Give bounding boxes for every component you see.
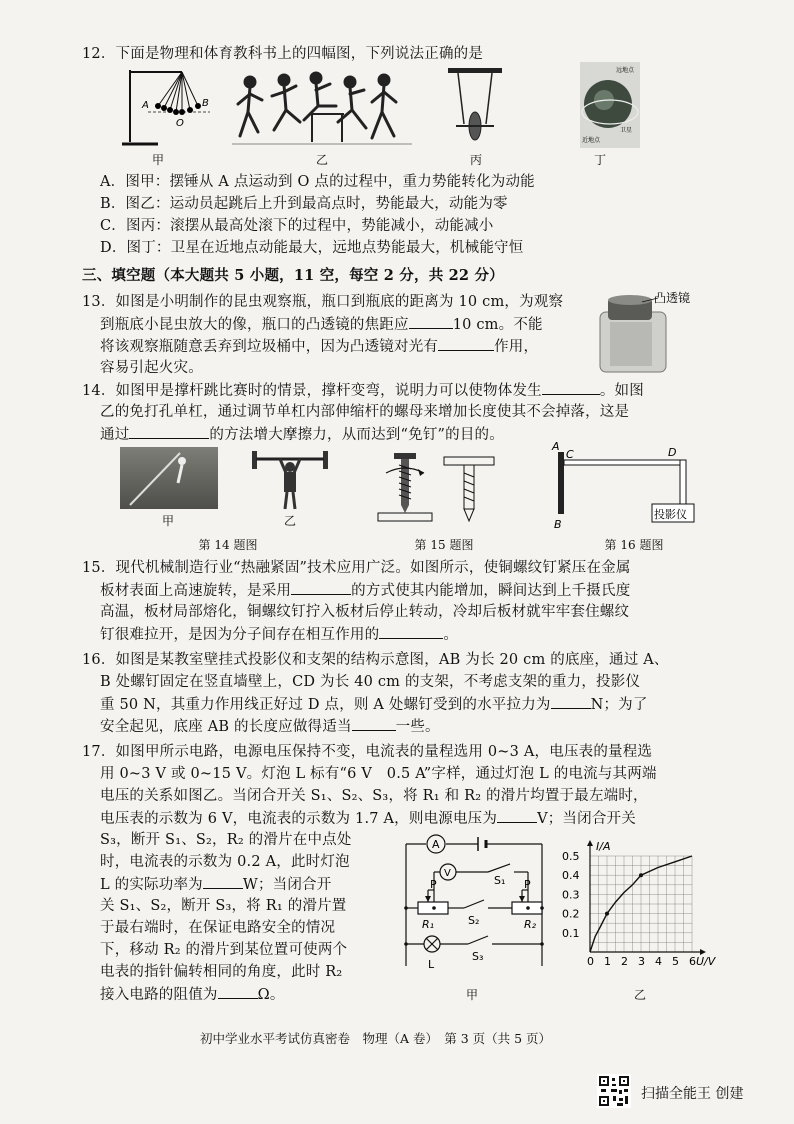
- fig16-label-b: B: [554, 518, 562, 531]
- circuit-diagram: [398, 832, 558, 984]
- q16-blank-1[interactable]: [551, 694, 591, 709]
- sat-label-far: 远地点: [616, 67, 635, 74]
- q14-line-1: 14．如图甲是撑杆跳比赛时的情景，撑杆变弯，说明力可以使物体发生 。如图: [82, 380, 644, 401]
- chart-y-arrow: [587, 840, 593, 846]
- fig16-label-d: D: [668, 446, 677, 459]
- q12-option-c: C．图丙：滚摆从最高处滚下的过程中，势能减小，动能减小: [100, 218, 494, 234]
- fig17-label-yi: 乙: [633, 988, 646, 1002]
- sat-label-near: 近地点: [582, 137, 601, 144]
- q16-blank-2[interactable]: [352, 716, 396, 731]
- fig14-label-jia: 甲: [161, 514, 174, 528]
- caption-fig14: 第 14 题图: [198, 538, 258, 552]
- q13-blank-2[interactable]: [438, 336, 494, 351]
- caption-fig16: 第 16 题图: [604, 538, 664, 552]
- q12-option-a: A．图甲：摆锤从 A 点运动到 O 点的过程中，重力势能转化为动能: [100, 174, 535, 190]
- q17-line-2: 用 0~3 V 或 0~15 V。灯泡 L 标有“6 V 0.5 A”字样，通过灯泡 L 的电流与其两端: [100, 766, 657, 782]
- lamp-label: L: [428, 958, 435, 971]
- fig12-label-bing: 丙: [469, 153, 482, 167]
- q17-left-line-4: 关 S₁、S₂，断开 S₃，将 R₁ 的滑片置: [100, 898, 347, 914]
- pendulum-figure: [118, 66, 218, 150]
- pend-label-b: B: [202, 98, 209, 109]
- fig17-label-jia: 甲: [465, 988, 478, 1002]
- sat-label-sat: 卫星: [620, 127, 633, 134]
- q17-line-3: 电压的关系如图乙。当闭合开关 S₁、S₂、S₃，将 R₁ 和 R₂ 的滑片均置于最左端时，: [100, 788, 648, 804]
- q15-line-2: 板材表面上高速旋转，是采用 的方式使其内能增加，瞬间达到上千摄氏度: [100, 580, 630, 601]
- chart-y-tick-label: 0.3: [562, 888, 580, 902]
- q17-left-line-3: L 的实际功率为 W；当闭合开: [100, 874, 331, 895]
- q15-blank-1[interactable]: [291, 580, 351, 595]
- chart-x-tick-label: 6: [689, 955, 696, 968]
- maxwell-wheel-figure: [446, 66, 506, 150]
- screw-figure: [370, 447, 500, 527]
- q17-blank-3[interactable]: [218, 984, 258, 999]
- chart-data-point: [605, 912, 609, 916]
- page-footer: 初中学业水平考试仿真密卷 物理（A 卷） 第 3 页（共 5 页）: [200, 1031, 552, 1046]
- chart-x-tick-label: 5: [672, 955, 679, 968]
- q12-option-b: B．图乙：运动员起跳后上升到最高点时，势能最大，动能为零: [100, 196, 508, 212]
- q14-blank-2[interactable]: [129, 424, 209, 439]
- pend-label-o: O: [176, 118, 184, 129]
- chart-x-axis-label: U/V: [696, 955, 716, 968]
- pull-up-bar-figure: [252, 447, 328, 511]
- pend-label-a: A: [142, 100, 149, 111]
- slider-p1-label: P: [430, 878, 437, 891]
- q15-line-4: 钉很难拉开，是因为分子间存在相互作用的 。: [100, 624, 458, 645]
- switch-s2-label: S₂: [468, 914, 480, 927]
- q17-blank-2[interactable]: [203, 874, 243, 889]
- fig16-label-a: A: [552, 440, 560, 453]
- fig12-label-ding: 丁: [593, 153, 606, 167]
- q13-line-4: 容易引起火灾。: [100, 360, 203, 376]
- fig12-label-jia: 甲: [151, 153, 164, 167]
- q13-line-2: 到瓶底小昆虫放大的像，瓶口的凸透镜的焦距应 10 cm。不能: [100, 314, 543, 335]
- q17-blank-1[interactable]: [497, 808, 537, 823]
- q17-line-1: 17．如图甲所示电路，电源电压保持不变，电流表的量程选用 0~3 A，电压表的量程选: [82, 744, 653, 760]
- qr-code-icon: [597, 1074, 631, 1108]
- projector-bracket-figure: [548, 440, 712, 530]
- chart-y-tick-label: 0.5: [562, 850, 580, 863]
- fig16-label-c: C: [566, 448, 574, 461]
- q17-left-line-8: 接入电路的阻值为 Ω。: [100, 984, 285, 1005]
- switch-s1-label: S₁: [494, 874, 506, 887]
- q17-left-line-7: 电表的指针偏转相同的角度，此时 R₂: [100, 964, 343, 980]
- q14-line-2: 乙的免打孔单杠，通过调节单杠内部伸缩杆的螺母来增加长度使其不会掉落，这是: [100, 404, 630, 420]
- q12-option-d: D．图丁：卫星在近地点动能最大，远地点势能最大，机械能守恒: [100, 240, 524, 256]
- chart-y-tick-label: 0.2: [562, 907, 580, 921]
- q16-line-4: 安全起见，底座 AB 的长度应做得适当 一些。: [100, 716, 440, 737]
- hurdle-runners-figure: [232, 66, 412, 150]
- chart-x-tick-label: 0: [587, 955, 594, 968]
- q17-line-4: 电压表的示数为 6 V，电流表的示数为 1.7 A，则电源电压为 V；当闭合开关: [100, 808, 636, 829]
- lens-label: 凸透镜: [654, 291, 691, 305]
- ammeter-label: A: [432, 838, 440, 851]
- chart-y-tick-label: 0.1: [562, 926, 580, 940]
- q13-blank-1[interactable]: [409, 314, 453, 329]
- chart-x-tick-label: 3: [638, 955, 645, 968]
- chart-x-tick-label: 1: [604, 955, 611, 968]
- section-three-title: 三、填空题（本大题共 5 小题，11 空，每空 2 分，共 22 分）: [82, 267, 504, 284]
- insect-jar-figure: [598, 292, 708, 376]
- fig12-label-yi: 乙: [315, 153, 328, 167]
- q15-line-3: 高温，板材局部熔化，铜螺纹钉拧入板材后停止转动，冷却后板材就牢牢套住螺纹: [100, 604, 630, 620]
- q17-left-line-2: 时，电流表的示数为 0.2 A，此时灯泡: [100, 854, 350, 870]
- q15-line-1: 15．现代机械制造行业“热融紧固”技术应用广泛。如图所示，使铜螺纹钉紧压在金属: [82, 560, 631, 576]
- slider-p2-label: P: [524, 878, 531, 891]
- scanner-watermark: 扫描全能王 创建: [641, 1086, 744, 1102]
- q14-line-3: 通过 的方法增大摩擦力，从而达到“免钉”的目的。: [100, 424, 504, 445]
- q17-left-line-6: 下，移动 R₂ 的滑片到某位置可使两个: [100, 942, 348, 958]
- caption-fig15: 第 15 题图: [414, 538, 474, 552]
- chart-data-point: [639, 873, 643, 877]
- q16-line-1: 16．如图是某教室壁挂式投影仪和支架的结构示意图，AB 为长 20 cm 的底座，通过 A、: [82, 652, 669, 668]
- chart-x-tick-label: 4: [655, 955, 662, 968]
- chart-y-tick-label: 0.4: [562, 869, 580, 883]
- q17-left-line-5: 于最右端时，在保证电路安全的情况: [100, 920, 336, 936]
- switch-s3-label: S₃: [472, 950, 484, 963]
- chart-x-tick-label: 2: [621, 955, 628, 968]
- chart-y-axis-label: I/A: [596, 840, 611, 853]
- resistor-r1-label: R₁: [422, 918, 435, 931]
- fig14-label-yi: 乙: [283, 514, 296, 528]
- q15-blank-2[interactable]: [379, 624, 443, 639]
- iv-curve-chart: [560, 838, 716, 978]
- satellite-orbit-figure: [580, 62, 640, 148]
- pole-vault-photo: [120, 447, 218, 509]
- q13-line-3: 将该观察瓶随意丢弃到垃圾桶中，因为凸透镜对光有 作用，: [100, 336, 538, 357]
- voltmeter-label: V: [444, 868, 451, 879]
- q17-left-line-1: S₃，断开 S₁、S₂，R₂ 的滑片在中点处: [100, 832, 352, 848]
- q14-blank-1[interactable]: [542, 380, 600, 395]
- q16-line-2: B 处螺钉固定在竖直墙壁上，CD 为长 40 cm 的支架，不考虑支架的重力，投影仪: [100, 674, 641, 690]
- fig16-projector-label: 投影仪: [654, 508, 687, 521]
- resistor-r2-label: R₂: [524, 918, 537, 931]
- q12-stem: 12．下面是物理和体育教科书上的四幅图，下列说法正确的是: [82, 46, 484, 62]
- q13-line-1: 13．如图是小明制作的昆虫观察瓶，瓶口到瓶底的距离为 10 cm，为观察: [82, 294, 564, 310]
- q16-line-3: 重 50 N，其重力作用线正好过 D 点，则 A 处螺钉受到的水平拉力为 N；为了: [100, 694, 648, 715]
